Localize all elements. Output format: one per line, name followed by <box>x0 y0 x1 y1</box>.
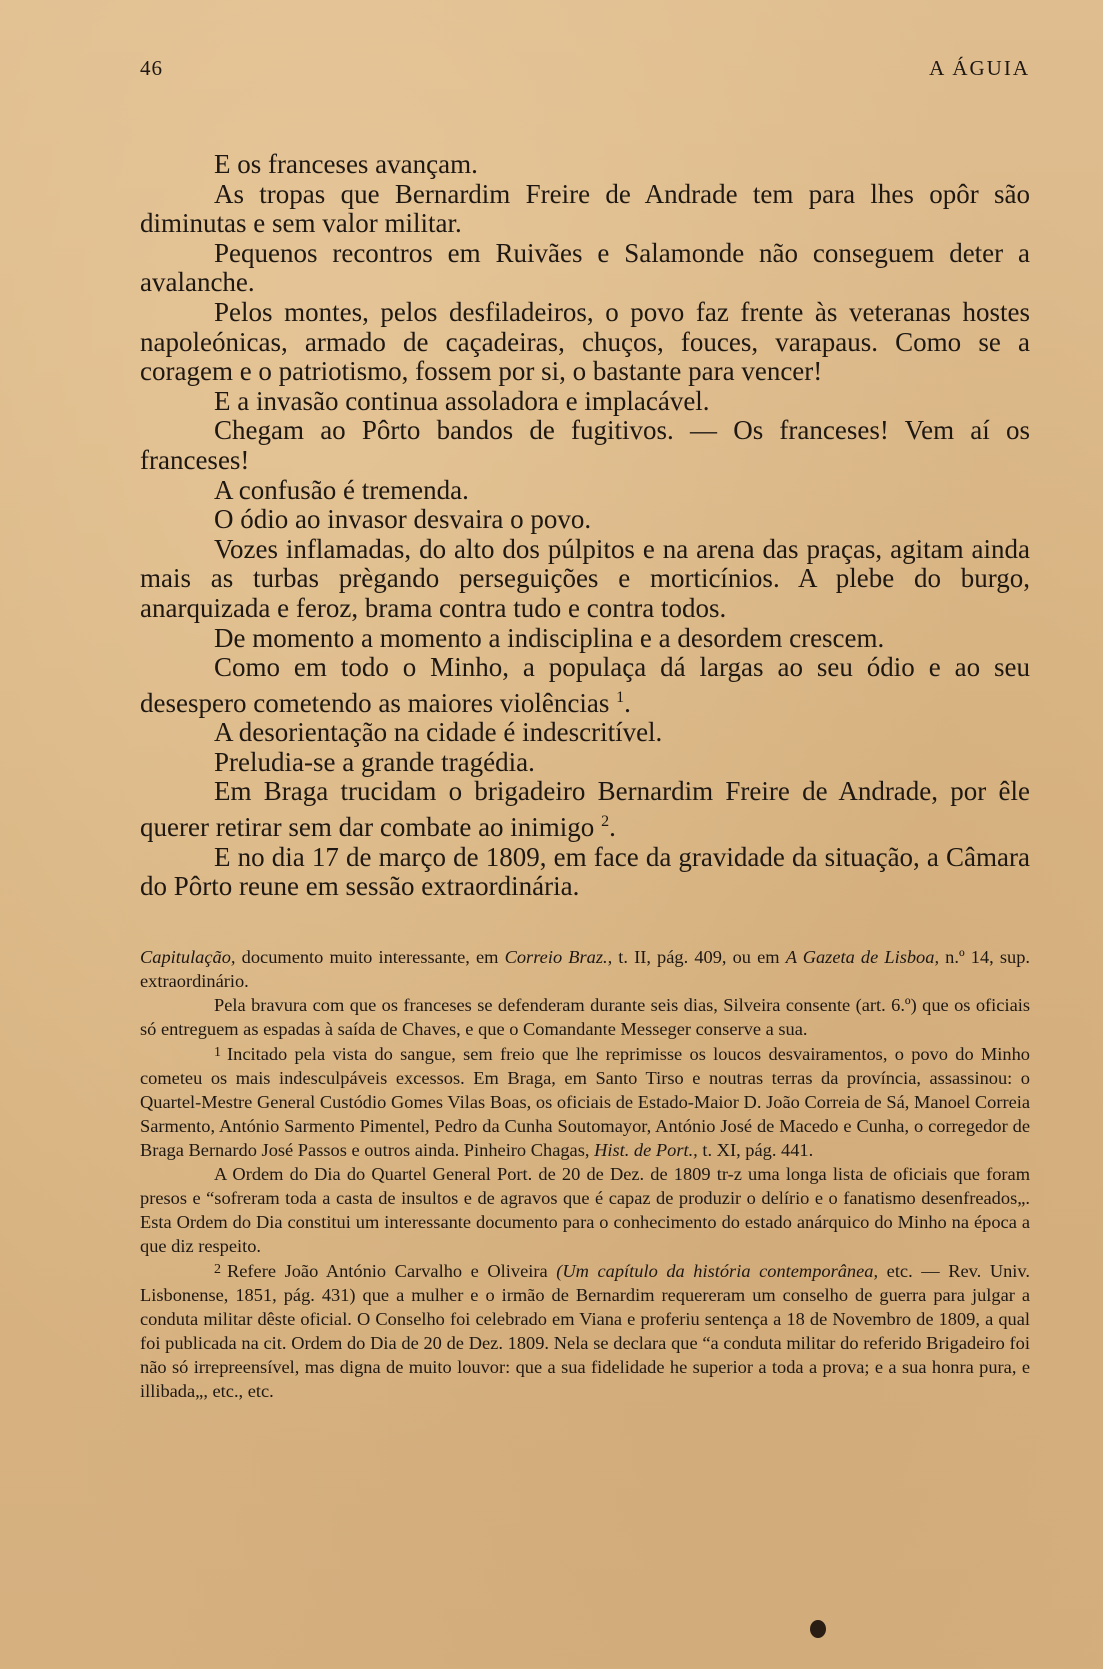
footnote-text: n.º 14, sup. extraordinário. <box>140 947 1030 991</box>
paragraph: A desorientação na cidade é indescritível. <box>214 717 663 748</box>
journal-title: A ÁGUIA <box>929 56 1030 80</box>
paragraph-text: Em Braga trucidam o brigadeiro Bernardim Freire de Andrade, por êle querer retirar sem dar combate ao inimigo <box>140 776 1030 843</box>
footnote-text: t. II, pág. 409, ou em <box>612 947 786 967</box>
paragraph: E a invasão continua assoladora e implacável. <box>214 385 710 416</box>
paragraph: Vozes inflamadas, do alto dos púlpitos e na arena das praças, agitam ainda mais as turbas prègando perseguições e morticínios. A plebe do burgo, anarquizada e feroz, brama contra tudo e contra todos. <box>140 533 1030 623</box>
footnote-1-continuation: A Ordem do Dia do Quartel General Port. de 20 de Dez. de 1809 tr-z uma longa lista de oficiais que foram presos e “sofreram toda a casta de insultos e de agravos que é capaz de produzir o delírio e o fanatismo desenfreados„. Esta Ordem do Dia constitui um interessante documento para o conhecimento do estado anárquico do Minho na época a que diz respeito. <box>140 1164 1030 1256</box>
italic-title: Hist. de Port., <box>594 1140 698 1160</box>
page-number: 46 <box>140 56 163 80</box>
paragraph: Pequenos recontros em Ruivães e Salamonde não conseguem deter a avalanche. <box>140 237 1030 298</box>
paragraph: Chegam ao Pôrto bandos de fugitivos. — Os franceses! Vem aí os franceses! <box>140 415 1030 475</box>
italic-title: A Gazeta de Lisboa, <box>785 947 940 967</box>
footnotes <box>140 945 1030 1403</box>
footnote-number: 1 <box>214 1045 221 1060</box>
paragraph: Preludia-se a grande tragédia. <box>214 746 535 777</box>
paragraph-end: . <box>624 687 631 718</box>
italic-title: Capitulação, <box>140 947 236 967</box>
footnote-1 <box>140 1041 1030 1162</box>
footnote-text: documento muito interessante, em <box>235 947 505 967</box>
footnote-continuation: Pela bravura com que os franceses se defenderam durante seis dias, Silveira consente (art. 6.º) que os oficiais só entreguem as espadas à saída de Chaves, e que o Comandante Messeger conserve a sua. <box>140 995 1030 1039</box>
footnote-number: 2 <box>214 1262 221 1277</box>
footnote-text: Refere João António Carvalho e Oliveira <box>227 1261 557 1281</box>
footnote-text: etc. — Rev. Univ. Lisbonense, 1851, pág. 431) que a mulher e o irmão de Bernardim requereram um conselho de guerra para julgar a conduta militar dêste oficial. O Conselho foi celebrado em Viana e proferiu sentença a 18 de Novembro de 1809, a qual foi publicada na cit. Ordem do Dia de 20 de Dez. 1809. Nela se declara que “a conduta militar do referido Brigadeiro foi não só irrepreensível, mas digna de muito louvor: que a sua fidelidade he superior a toda a prova; e a sua honra pura, e illibada„, etc., etc. <box>140 1261 1031 1401</box>
running-head <box>140 56 1030 86</box>
paragraph: E os franceses avançam. <box>214 149 478 179</box>
footnote-reference: 2 <box>601 813 610 831</box>
paragraph <box>140 777 1030 842</box>
ink-spot <box>810 1620 826 1638</box>
footnote-text: Incitado pela vista do sangue, sem freio que lhe reprimisse os loucos desvairamentos, o povo do Minho cometeu os mais indesculpáveis excessos. Em Braga, em Santo Tirso e noutras terras da província, assassinou: o Quartel-Mestre General Custódio Gomes Vilas Boas, os oficiais de Estado-Maior D. João Correia de Sá, Manoel Correia Sarmento, António Sarmento Pimentel, Pedro da Cunha Soutomayor, António José de Macedo e Cunha, o corregedor de Braga Bernardo José Passos e outros ainda. Pinheiro Chagas, <box>140 1044 1030 1160</box>
paragraph: Pelos montes, pelos desfiladeiros, o povo faz frente às veteranas hostes napoleónicas, armado de caçadeiras, chuços, fouces, varapaus. Como se a coragem e o patriotismo, fossem por si, o bastante para vencer! <box>140 296 1030 387</box>
paragraph-end: . <box>609 812 616 843</box>
footnote-continuation <box>140 945 1030 993</box>
paragraph: E no dia 17 de março de 1809, em face da gravidade da situação, a Câmara do Pôrto reune em sessão extraordinária. <box>140 841 1030 902</box>
footnote-reference: 1 <box>616 688 625 706</box>
paragraph: O ódio ao invasor desvaira o povo. <box>214 504 592 535</box>
footnote-text: t. XI, pág. 441. <box>697 1140 814 1160</box>
italic-title: (Um capítulo da história contemporânea, <box>556 1261 879 1281</box>
paragraph <box>140 653 1030 718</box>
footnote-2 <box>140 1258 1030 1403</box>
body-text <box>140 150 1030 902</box>
paragraph: De momento a momento a indisciplina e a desordem crescem. <box>214 622 885 653</box>
paragraph: A confusão é tremenda. <box>214 474 469 505</box>
paragraph: As tropas que Bernardim Freire de Andrade tem para lhes opôr são diminutas e sem valor militar. <box>140 178 1030 239</box>
paragraph-text: Como em todo o Minho, a populaça dá largas ao seu ódio e ao seu desespero cometendo as maiores violências <box>140 652 1030 718</box>
italic-title: Correio Braz., <box>504 947 613 967</box>
